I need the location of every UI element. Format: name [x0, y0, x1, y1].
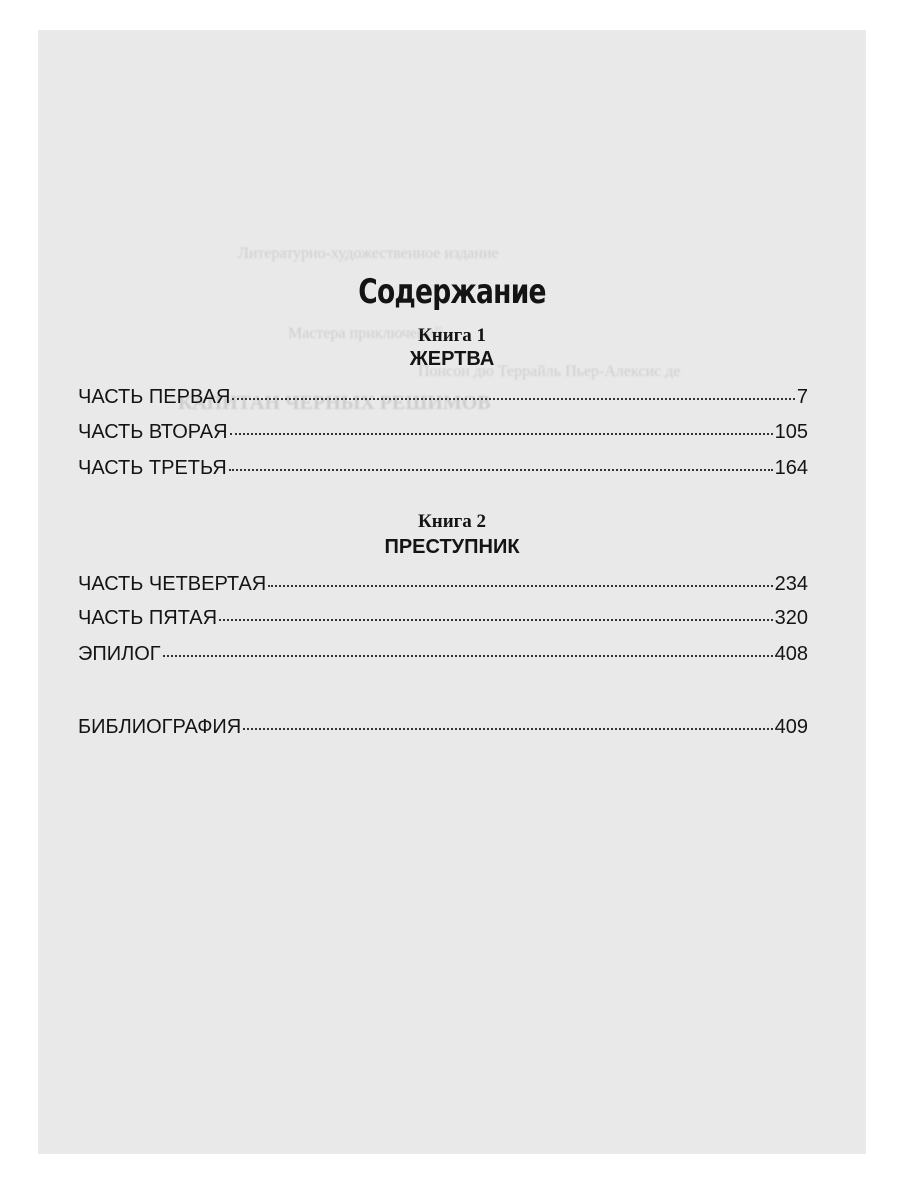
bleed-through-text: Литературно-художественное издание: [238, 245, 499, 262]
toc-entry-page: 164: [774, 457, 808, 479]
toc-entry: [78, 386, 808, 414]
book-name: ПРЕСТУПНИК: [384, 536, 520, 558]
book-label: Книга 2: [417, 511, 487, 532]
toc-entry: [78, 607, 808, 635]
toc-entry-title: ЧАСТЬ ТРЕТЬЯ: [78, 457, 227, 479]
toc-entry-page: 408: [774, 643, 808, 665]
dot-leader: [243, 724, 772, 730]
toc-entry: [78, 573, 808, 601]
book-label: Книга 1: [417, 325, 487, 346]
toc-entry: [78, 643, 808, 671]
toc-entry-page: 409: [774, 716, 808, 738]
dot-leader: [268, 581, 772, 587]
dot-leader: [230, 429, 773, 435]
toc-entry: [78, 457, 808, 485]
dot-leader: [163, 651, 773, 657]
dot-leader: [229, 465, 773, 471]
toc-entry-title: ЧАСТЬ ПЯТАЯ: [78, 607, 218, 629]
toc-entry-page: 234: [774, 573, 808, 595]
toc-entry: [78, 421, 808, 449]
book-name: ЖЕРТВА: [409, 348, 495, 370]
toc-entry-page: 7: [796, 386, 808, 408]
toc-entry-title: ЭПИЛОГ: [78, 643, 161, 665]
bleed-through-text: Мастера приключений: [288, 325, 443, 342]
bleed-through-text: Понсон дю Террайль Пьер-Алексис де: [418, 363, 681, 380]
page-title: Содержание: [358, 272, 546, 312]
dot-leader: [219, 615, 773, 621]
toc-entry-title: ЧАСТЬ ВТОРАЯ: [78, 421, 228, 443]
book-page: [38, 30, 866, 1154]
toc-entry-title: ЧАСТЬ ПЕРВАЯ: [78, 386, 231, 408]
toc-entry-title: ЧАСТЬ ЧЕТВЕРТАЯ: [78, 573, 267, 595]
bleed-through-text: КАПИТАН ЧЕРНЫХ РЕШИМОВ: [178, 392, 491, 414]
toc-entry-title: БИБЛИОГРАФИЯ: [78, 716, 242, 738]
dot-leader: [232, 394, 794, 400]
toc-entry-bibliography: [78, 716, 808, 744]
toc-entry-page: 105: [774, 421, 808, 443]
toc-entry-page: 320: [774, 607, 808, 629]
